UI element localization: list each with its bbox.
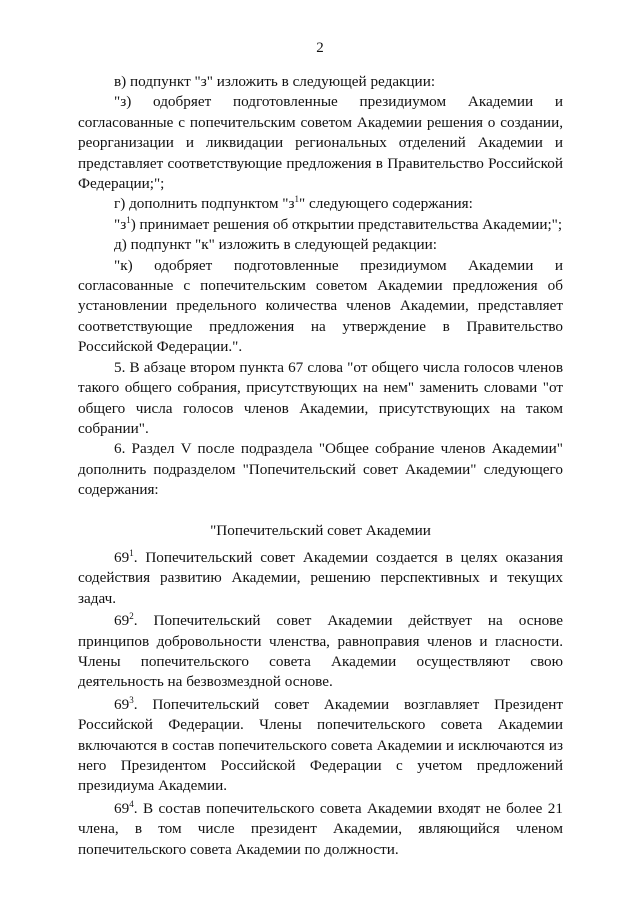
page-number: 2 xyxy=(316,40,324,56)
paragraph-subpoint-v: в) подпункт "з" изложить в следующей редакции: xyxy=(114,73,436,90)
paragraph-item-6: 6. Раздел V после подраздела "Общее собрание членов Академии" дополнить подразделом "Попечительский совет Академии" следующего содержания: xyxy=(78,440,563,499)
section-heading: "Попечительский совет Академии xyxy=(210,521,431,539)
paragraph-69-1: $69^1$. Попечительский совет Академии создается в целях оказания содействия развитию Академии, решению перспективных и текущих задач. xyxy=(78,547,563,607)
paragraph-subpoint-z-text: "з) одобряет подготовленные президиумом Академии и согласованные с попечительским советом Академии решения о создании, реорганизации и ликвидации региональных отделений Академии и представляет соответствующие предложения в Правительство Российской Федерации;"; xyxy=(78,93,563,193)
paragraph-item-5: 5. В абзаце втором пункта 67 слова "от общего числа голосов членов такого общего собрания, присутствующих на нем" заменить словами "от общего числа голосов членов Академии, присутствующих на таком собрании". xyxy=(78,358,563,437)
paragraph-69-4: $69^4$. В состав попечительского совета Академии входят не более 21 члена, в том числе президент Академии, являющийся членом попечительского совета Академии по должности. xyxy=(78,798,563,858)
paragraph-subpoint-k-text: "к) одобряет подготовленные президиумом Академии и согласованные с попечительским советом Академии предложения об установлении предельного количества членов Академии, представляет соответствующие предложения на утверждение в Правительство Российской Федерации.". xyxy=(78,256,563,356)
document-body xyxy=(78,72,563,860)
paragraph-69-2: $69^2$. Попечительский совет Академии действует на основе принципов добровольности членства, равноправия членов и гласности. Члены попечительского совета Академии осуществляют свою деятельность на безвозмездной основе. xyxy=(78,611,563,691)
paragraph-69-3: $69^3$. Попечительский совет Академии возглавляет Президент Российской Федерации. Члены попечительского совета Академии включаются в состав попечительского совета Академии и исключаются из него Президентом Российской Федерации с учетом предложений президиума Академии. xyxy=(78,694,563,795)
paragraph-subpoint-g: г) дополнить подпунктом "$з^1$" следующего содержания: xyxy=(114,194,473,213)
paragraph-subpoint-d: д) подпункт "к" изложить в следующей редакции: xyxy=(114,236,437,254)
paragraph-subpoint-z1-text: "$з^1$) принимает решения об открытии представительства Академии;"; xyxy=(114,214,563,233)
